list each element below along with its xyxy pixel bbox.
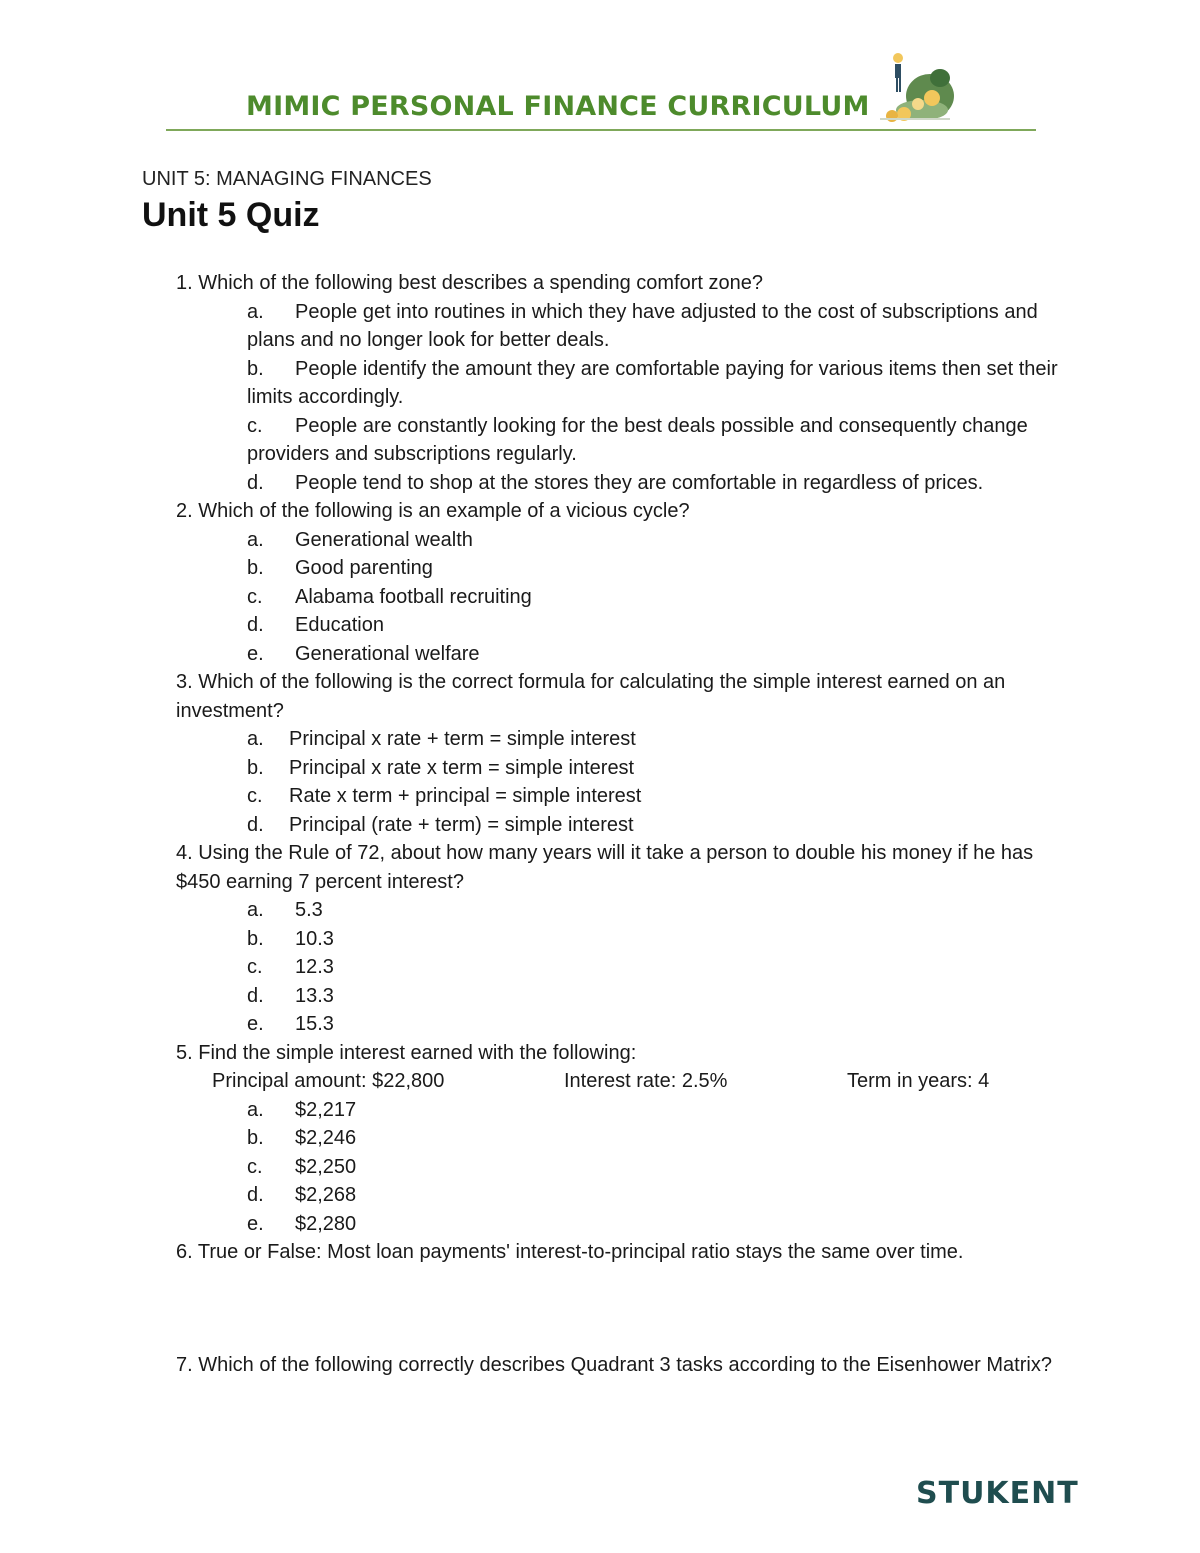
option[interactable] xyxy=(247,526,1066,555)
option[interactable] xyxy=(247,640,1066,669)
option-text: Alabama football recruiting xyxy=(295,585,532,608)
option[interactable] xyxy=(247,725,1066,754)
option-text: Principal x rate + term = simple interest xyxy=(289,728,636,750)
question-text: 1. Which of the following best describes a spending comfort zone? xyxy=(176,272,763,294)
curriculum-title: MIMIC PERSONAL FINANCE CURRICULUM xyxy=(246,91,870,122)
option-letter: e. xyxy=(247,642,264,665)
option-letter: d. xyxy=(247,984,264,1007)
question-1 xyxy=(176,269,1066,497)
question-3 xyxy=(176,668,1066,839)
stukent-logo: STUKENT xyxy=(916,1476,1079,1511)
option-text: 12.3 xyxy=(295,956,334,978)
option-letter: b. xyxy=(247,756,264,779)
option-letter: a. xyxy=(247,300,264,323)
option-letter: d. xyxy=(247,614,264,636)
option-text: People identify the amount they are comfortable paying for various items then set their limits accordingly. xyxy=(247,357,1058,408)
option-list xyxy=(176,1096,1066,1239)
question-5 xyxy=(176,1039,1066,1239)
option-letter: c. xyxy=(247,585,263,608)
option[interactable] xyxy=(247,1153,1066,1182)
option-text: $2,250 xyxy=(295,1155,357,1178)
question-text: 6. True or False: Most loan payments' interest-to-principal ratio stays the same over time. xyxy=(176,1241,964,1263)
question-text: 7. Which of the following correctly describes Quadrant 3 tasks according to the Eisenhower Matrix? xyxy=(176,1353,1052,1376)
question-2 xyxy=(176,497,1066,668)
option[interactable] xyxy=(247,611,1066,640)
question-text: 4. Using the Rule of 72, about how many years will it take a person to double his money if he has $450 earning 7 percent interest? xyxy=(176,842,1039,893)
unit-label: UNIT 5: MANAGING FINANCES xyxy=(142,168,432,190)
option-letter: a. xyxy=(247,528,264,551)
option-text: People get into routines in which they have adjusted to the cost of subscriptions and plans and no longer look for better deals. xyxy=(247,300,1038,351)
option-text: Principal x rate x term = simple interest xyxy=(289,756,635,779)
quiz-body xyxy=(176,269,1066,1379)
option[interactable] xyxy=(247,583,1066,612)
interest-rate: Interest rate: 2.5% xyxy=(564,1070,728,1092)
option-letter: b. xyxy=(247,927,264,950)
question-6 xyxy=(176,1238,1066,1267)
term-in-years: Term in years: 4 xyxy=(847,1070,990,1092)
question-text: 2. Which of the following is an example of a vicious cycle? xyxy=(176,500,690,522)
option[interactable] xyxy=(247,811,1066,840)
option-text: $2,280 xyxy=(295,1212,357,1235)
option-letter: d. xyxy=(247,813,264,836)
option[interactable] xyxy=(247,1124,1066,1153)
question-text: 5. Find the simple interest earned with the following: xyxy=(176,1041,637,1064)
option-letter: c. xyxy=(247,785,263,807)
option-letter: e. xyxy=(247,1013,264,1035)
option-text: 15.3 xyxy=(295,1013,334,1035)
option[interactable] xyxy=(247,469,1066,498)
option[interactable] xyxy=(247,298,1066,355)
option-text: 13.3 xyxy=(295,984,334,1007)
option-letter: a. xyxy=(247,1098,264,1121)
question-text: 3. Which of the following is the correct formula for calculating the simple interest earned on an investment? xyxy=(176,671,1011,722)
option[interactable] xyxy=(247,782,1066,811)
option-text: 5.3 xyxy=(295,899,323,921)
option-text: Principal (rate + term) = simple interest xyxy=(289,813,634,836)
option[interactable] xyxy=(247,953,1066,982)
option-text: People tend to shop at the stores they are comfortable in regardless of prices. xyxy=(295,471,984,494)
option-list xyxy=(176,896,1066,1039)
option[interactable] xyxy=(247,1210,1066,1239)
option-text: Good parenting xyxy=(295,557,433,579)
option[interactable] xyxy=(247,412,1066,469)
page-header xyxy=(0,0,1200,140)
option-text: People are constantly looking for the best deals possible and consequently change providers and subscriptions regularly. xyxy=(247,414,1028,465)
question-7 xyxy=(176,1351,1066,1380)
option[interactable] xyxy=(247,554,1066,583)
question-parameters xyxy=(176,1067,1066,1096)
header-divider xyxy=(166,129,1036,131)
option-letter: e. xyxy=(247,1212,264,1235)
option-list xyxy=(176,725,1066,839)
option-letter: b. xyxy=(247,557,264,579)
option[interactable] xyxy=(247,1181,1066,1210)
option-text: 10.3 xyxy=(295,927,334,950)
option-letter: d. xyxy=(247,471,264,494)
option[interactable] xyxy=(247,896,1066,925)
option[interactable] xyxy=(247,355,1066,412)
option-list xyxy=(176,298,1066,498)
option[interactable] xyxy=(247,754,1066,783)
page-title: Unit 5 Quiz xyxy=(142,196,320,234)
option-text: Generational welfare xyxy=(295,642,480,665)
option-text: Rate x term + principal = simple interest xyxy=(289,785,642,807)
option-letter: c. xyxy=(247,414,263,437)
option-text: $2,217 xyxy=(295,1098,357,1121)
option-letter: b. xyxy=(247,1127,264,1149)
option-letter: d. xyxy=(247,1184,264,1206)
option-list xyxy=(176,526,1066,669)
option-letter: c. xyxy=(247,1155,263,1178)
option-text: Education xyxy=(295,614,384,636)
answer-space xyxy=(176,1267,1066,1351)
option-letter: a. xyxy=(247,899,264,921)
finance-illustration-icon xyxy=(874,52,958,126)
option[interactable] xyxy=(247,982,1066,1011)
option[interactable] xyxy=(247,1010,1066,1039)
option-letter: a. xyxy=(247,728,264,750)
principal-amount: Principal amount: $22,800 xyxy=(212,1070,445,1092)
option-text: Generational wealth xyxy=(295,528,473,551)
option-text: $2,268 xyxy=(295,1184,357,1206)
option-letter: b. xyxy=(247,357,264,380)
option[interactable] xyxy=(247,925,1066,954)
question-4 xyxy=(176,839,1066,1039)
option-letter: c. xyxy=(247,956,263,978)
option[interactable] xyxy=(247,1096,1066,1125)
option-text: $2,246 xyxy=(295,1127,357,1149)
